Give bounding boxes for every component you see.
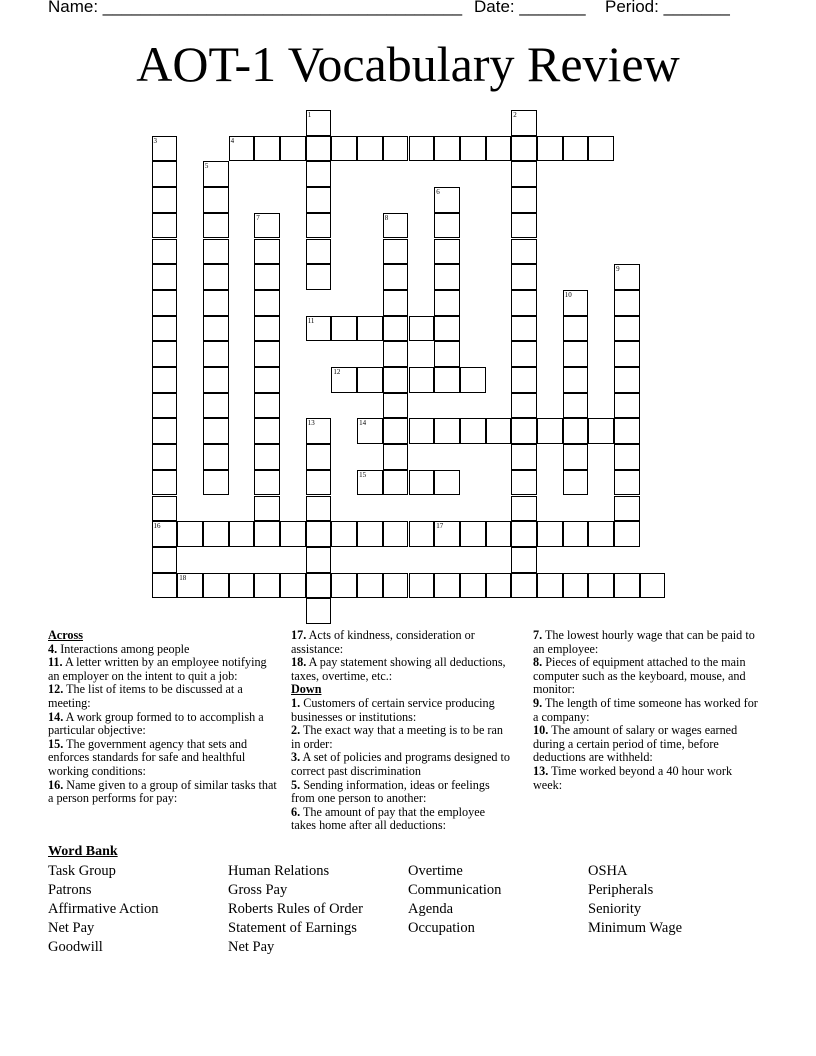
crossword-cell[interactable] (383, 290, 409, 316)
crossword-cell[interactable] (640, 573, 666, 599)
crossword-cell[interactable] (434, 213, 460, 239)
crossword-cell[interactable] (511, 161, 537, 187)
crossword-cell[interactable] (563, 367, 589, 393)
cell-number: 10 (564, 290, 572, 299)
word-bank-item: Goodwill (48, 939, 103, 955)
crossword-cell[interactable] (383, 521, 409, 547)
crossword-cell[interactable] (152, 367, 178, 393)
crossword-cell[interactable] (511, 470, 537, 496)
crossword-cell[interactable] (383, 444, 409, 470)
clue-down-2: 2. The exact way that a meeting is to be ran in order: (291, 723, 503, 751)
crossword-cell[interactable] (152, 470, 178, 496)
word-bank-item: Communication (408, 882, 502, 898)
crossword-cell[interactable] (563, 470, 589, 496)
cell-number: 14 (359, 419, 367, 428)
crossword-cell[interactable] (203, 418, 229, 444)
across-heading: Across (48, 628, 83, 642)
crossword-cell[interactable] (306, 264, 332, 290)
period-field[interactable]: Period: _______ (605, 0, 730, 16)
cell-number: 8 (384, 213, 389, 222)
page-title: AOT-1 Vocabulary Review (136, 36, 680, 92)
crossword-cell[interactable] (254, 316, 280, 342)
crossword-cell[interactable] (511, 290, 537, 316)
crossword-cell[interactable] (537, 521, 563, 547)
crossword-cell[interactable] (511, 136, 537, 162)
crossword-cell[interactable] (357, 573, 383, 599)
crossword-cell[interactable] (203, 213, 229, 239)
crossword-cell[interactable] (254, 290, 280, 316)
crossword-cell[interactable] (177, 573, 203, 599)
crossword-cell[interactable] (511, 521, 537, 547)
crossword-cell[interactable] (280, 136, 306, 162)
word-bank-item: Agenda (408, 901, 454, 917)
header (48, 0, 778, 19)
crossword-cell[interactable] (434, 341, 460, 367)
word-bank-item: Seniority (588, 901, 642, 917)
crossword-cell[interactable] (460, 367, 486, 393)
crossword-cell[interactable] (306, 239, 332, 265)
word-bank-column-2 (228, 862, 363, 957)
crossword-cell[interactable] (383, 573, 409, 599)
crossword-cell[interactable] (331, 367, 357, 393)
crossword-cell[interactable] (306, 136, 332, 162)
crossword-cell[interactable] (254, 239, 280, 265)
crossword-cell[interactable] (434, 367, 460, 393)
crossword-cell[interactable] (434, 239, 460, 265)
crossword-cell[interactable] (203, 367, 229, 393)
crossword-cell[interactable] (614, 444, 640, 470)
crossword-cell[interactable] (254, 496, 280, 522)
crossword-cell[interactable] (383, 418, 409, 444)
cell-number: 4 (230, 136, 235, 145)
crossword-cell[interactable] (434, 470, 460, 496)
crossword-cell[interactable] (486, 418, 512, 444)
crossword-cell[interactable] (306, 573, 332, 599)
crossword-cell[interactable] (614, 367, 640, 393)
crossword-cell[interactable] (563, 444, 589, 470)
crossword-cell[interactable] (152, 213, 178, 239)
word-bank-item: Roberts Rules of Order (228, 901, 363, 917)
clue-across-18: 18. A pay statement showing all deductions, taxes, overtime, etc.: (291, 655, 506, 683)
crossword-cell[interactable] (306, 444, 332, 470)
crossword-cell[interactable] (306, 110, 332, 136)
crossword-cell[interactable] (434, 290, 460, 316)
crossword-cell[interactable] (306, 161, 332, 187)
word-bank-item: Peripherals (588, 882, 654, 898)
clues-column-3 (533, 629, 761, 792)
crossword-cell[interactable] (203, 316, 229, 342)
crossword-cell[interactable] (511, 239, 537, 265)
crossword-cell[interactable] (563, 393, 589, 419)
cell-number: 12 (333, 368, 341, 376)
crossword-cell[interactable] (460, 136, 486, 162)
crossword-cell[interactable] (434, 521, 460, 547)
crossword-cell[interactable] (203, 444, 229, 470)
crossword-cell[interactable] (409, 367, 435, 393)
cell-number: 3 (153, 136, 157, 145)
crossword-cell[interactable] (203, 521, 229, 547)
crossword-cell[interactable] (254, 264, 280, 290)
crossword-cell[interactable] (434, 316, 460, 342)
crossword-cell[interactable] (511, 187, 537, 213)
crossword-cell[interactable] (357, 418, 383, 444)
crossword-cell[interactable] (486, 521, 512, 547)
crossword-cell[interactable] (203, 470, 229, 496)
crossword-cell[interactable] (357, 136, 383, 162)
crossword-cell[interactable] (203, 341, 229, 367)
clue-down-1: 1. Customers of certain service producing businesses or institutions: (291, 695, 495, 724)
crossword-cell[interactable] (409, 418, 435, 444)
clue-across-11: 11. A letter written by an employee notifying an employer on the intent to quit a job: (48, 655, 267, 683)
crossword-cell[interactable] (614, 521, 640, 547)
crossword-cell[interactable] (254, 418, 280, 444)
date-field[interactable]: Date: _______ (474, 0, 586, 16)
crossword-cell[interactable] (614, 264, 640, 290)
crossword-cell[interactable] (229, 573, 255, 599)
crossword-cell[interactable] (357, 367, 383, 393)
crossword-cell[interactable] (357, 521, 383, 547)
crossword-cell[interactable] (511, 341, 537, 367)
clue-across-16: 16. Name given to a group of similar tasks that a person performs for pay: (48, 777, 277, 806)
crossword-cell[interactable] (383, 213, 409, 239)
crossword-cell[interactable] (511, 418, 537, 444)
crossword-cell[interactable] (434, 573, 460, 599)
crossword-cell[interactable] (254, 521, 280, 547)
cell-number: 2 (513, 111, 517, 119)
crossword-cell[interactable] (280, 573, 306, 599)
crossword-cell[interactable] (306, 187, 332, 213)
crossword-cell[interactable] (229, 521, 255, 547)
crossword-cell[interactable] (254, 367, 280, 393)
crossword-cell[interactable] (254, 136, 280, 162)
word-bank-item: OSHA (588, 863, 628, 879)
crossword-cell[interactable] (306, 470, 332, 496)
word-bank-item: Patrons (48, 882, 92, 898)
crossword-cell[interactable] (152, 393, 178, 419)
cell-number: 11 (307, 316, 315, 325)
word-bank-column-3 (408, 862, 501, 938)
crossword-cell[interactable] (254, 341, 280, 367)
crossword-cell[interactable] (511, 264, 537, 290)
crossword-cell[interactable] (306, 496, 332, 522)
cell-number: 16 (153, 522, 161, 531)
crossword-cell[interactable] (331, 316, 357, 342)
crossword-cell[interactable] (563, 521, 589, 547)
crossword-cell[interactable] (460, 573, 486, 599)
crossword-cell[interactable] (383, 239, 409, 265)
crossword-cell[interactable] (614, 290, 640, 316)
crossword-cell[interactable] (152, 239, 178, 265)
crossword-cell[interactable] (152, 573, 178, 599)
clue-down-6: 6. The amount of pay that the employee takes home after all deductions: (291, 804, 486, 833)
crossword-cell[interactable] (434, 136, 460, 162)
crossword-cell[interactable] (537, 136, 563, 162)
clue-across-12: 12. The list of items to be discussed at a meeting: (48, 682, 243, 710)
crossword-cell[interactable] (331, 136, 357, 162)
cell-number: 9 (616, 265, 620, 274)
crossword-cell[interactable] (152, 418, 178, 444)
crossword-cell[interactable] (177, 521, 203, 547)
word-bank-item: Affirmative Action (48, 901, 159, 917)
crossword-cell[interactable] (511, 444, 537, 470)
crossword-cell[interactable] (563, 341, 589, 367)
crossword-cell[interactable] (331, 521, 357, 547)
crossword-cell[interactable] (511, 393, 537, 419)
crossword-cell[interactable] (152, 341, 178, 367)
crossword-cell[interactable] (460, 418, 486, 444)
word-bank-column-1 (48, 862, 158, 957)
word-bank-item: Minimum Wage (588, 920, 683, 936)
crossword-cell[interactable] (152, 521, 178, 547)
crossword-cell[interactable] (254, 213, 280, 239)
crossword-cell[interactable] (152, 161, 178, 187)
crossword-cell[interactable] (614, 393, 640, 419)
clues-column-1 (48, 629, 280, 806)
crossword-cell[interactable] (537, 418, 563, 444)
crossword-cell[interactable] (357, 316, 383, 342)
crossword-cell[interactable] (152, 316, 178, 342)
clue-down-5: 5. Sending information, ideas or feelings from one person to another: (291, 777, 490, 806)
crossword-cell[interactable] (203, 187, 229, 213)
crossword-cell[interactable] (511, 110, 537, 136)
crossword-cell[interactable] (614, 470, 640, 496)
crossword-cell[interactable] (409, 470, 435, 496)
word-bank-item: Human Relations (228, 863, 330, 879)
cell-number: 7 (256, 213, 260, 222)
cell-number: 6 (436, 188, 440, 197)
crossword-cell[interactable] (460, 521, 486, 547)
crossword-cell[interactable] (383, 136, 409, 162)
crossword-cell[interactable] (152, 444, 178, 470)
crossword-cell[interactable] (614, 341, 640, 367)
crossword-cell[interactable] (563, 290, 589, 316)
name-field[interactable]: Name: ______________________________________ (48, 0, 463, 16)
crossword-cell[interactable] (588, 136, 614, 162)
clues-column-2 (291, 629, 513, 833)
crossword-cell[interactable] (306, 213, 332, 239)
cell-number: 15 (359, 470, 367, 479)
crossword-cell[interactable] (614, 496, 640, 522)
crossword-cell[interactable] (511, 573, 537, 599)
clue-across-17: 17. Acts of kindness, consideration or assistance: (291, 628, 475, 656)
crossword-cell[interactable] (306, 418, 332, 444)
crossword-cell[interactable] (434, 187, 460, 213)
crossword-cell[interactable] (537, 573, 563, 599)
word-bank-title: Word Bank (48, 844, 118, 859)
crossword-cell[interactable] (409, 316, 435, 342)
crossword-cell[interactable] (588, 521, 614, 547)
crossword-cell[interactable] (409, 521, 435, 547)
clue-down-9: 9. The length of time someone has worked for a company: (533, 695, 758, 724)
cell-number: 17 (436, 522, 444, 531)
word-bank-item: Gross Pay (228, 882, 288, 898)
crossword-cell[interactable] (254, 393, 280, 419)
crossword-cell[interactable] (614, 316, 640, 342)
word-bank-column-4 (588, 862, 682, 938)
crossword-cell[interactable] (152, 290, 178, 316)
crossword-cell[interactable] (614, 418, 640, 444)
clue-down-13: 13. Time worked beyond a 40 hour work week: (533, 763, 733, 792)
crossword-cell[interactable] (306, 598, 332, 624)
crossword-cell[interactable] (434, 264, 460, 290)
crossword-cell[interactable] (511, 367, 537, 393)
word-bank-item: Task Group (48, 863, 116, 879)
crossword-cell[interactable] (511, 316, 537, 342)
crossword-cell[interactable] (614, 573, 640, 599)
crossword-cell[interactable] (383, 264, 409, 290)
clue-across-4: 4. Interactions among people (48, 641, 190, 656)
crossword-cell[interactable] (254, 573, 280, 599)
cell-number: 1 (307, 111, 312, 119)
clue-down-10: 10. The amount of salary or wages earned during a certain period of time, before deductions are withheld: (533, 723, 738, 765)
crossword-cell[interactable] (254, 444, 280, 470)
crossword-cell[interactable] (306, 521, 332, 547)
clue-down-3: 3. A set of policies and programs designed to correct past discrimination (291, 750, 510, 778)
clue-down-7: 7. The lowest hourly wage that can be paid to an employee: (533, 628, 755, 656)
crossword-cell[interactable] (203, 573, 229, 599)
crossword-cell[interactable] (203, 393, 229, 419)
crossword-cell[interactable] (254, 470, 280, 496)
crossword-cell[interactable] (434, 418, 460, 444)
crossword-cell[interactable] (511, 547, 537, 573)
word-bank-item: Net Pay (48, 920, 95, 936)
word-bank-item: Net Pay (228, 939, 275, 955)
crossword-cell[interactable] (409, 573, 435, 599)
crossword-cell[interactable] (152, 496, 178, 522)
crossword-cell[interactable] (203, 239, 229, 265)
clue-across-14: 14. A work group formed to to accomplish a particular objective: (48, 709, 264, 738)
crossword-cell[interactable] (383, 367, 409, 393)
clue-across-15: 15. The government agency that sets and enforces standards for safe and healthful working conditions: (48, 736, 248, 778)
crossword-cell[interactable] (306, 316, 332, 342)
crossword-cell[interactable] (563, 573, 589, 599)
cell-number: 13 (307, 419, 315, 428)
crossword-cell[interactable] (486, 136, 512, 162)
cell-number: 5 (204, 162, 209, 171)
crossword-cell[interactable] (409, 136, 435, 162)
word-bank-item: Occupation (408, 920, 475, 936)
crossword-cell[interactable] (152, 264, 178, 290)
crossword-cell[interactable] (152, 187, 178, 213)
crossword-cell[interactable] (563, 136, 589, 162)
crossword-cell[interactable] (280, 521, 306, 547)
crossword-cell[interactable] (203, 264, 229, 290)
crossword-cell[interactable] (203, 290, 229, 316)
crossword-cell[interactable] (229, 136, 255, 162)
crossword-cell[interactable] (383, 470, 409, 496)
crossword-cell[interactable] (511, 213, 537, 239)
crossword-cell[interactable] (563, 316, 589, 342)
crossword-cell[interactable] (152, 136, 178, 162)
word-bank-item: Overtime (408, 863, 463, 879)
crossword-cell[interactable] (486, 573, 512, 599)
crossword-cell[interactable] (383, 316, 409, 342)
crossword-cell[interactable] (563, 418, 589, 444)
crossword-cell[interactable] (588, 418, 614, 444)
cell-number: 18 (179, 573, 187, 582)
crossword-cell[interactable] (306, 547, 332, 573)
crossword-cell[interactable] (203, 161, 229, 187)
crossword-cell[interactable] (511, 496, 537, 522)
clue-down-8: 8. Pieces of equipment attached to the main computer such as the keyboard, mouse, and monitor: (533, 655, 746, 697)
crossword-cell[interactable] (383, 341, 409, 367)
crossword-cell[interactable] (152, 547, 178, 573)
down-heading: Down (291, 682, 322, 697)
crossword-cell[interactable] (357, 470, 383, 496)
crossword-cell[interactable] (383, 393, 409, 419)
crossword-cell[interactable] (331, 573, 357, 599)
crossword-cell[interactable] (588, 573, 614, 599)
word-bank-item: Statement of Earnings (228, 920, 357, 936)
